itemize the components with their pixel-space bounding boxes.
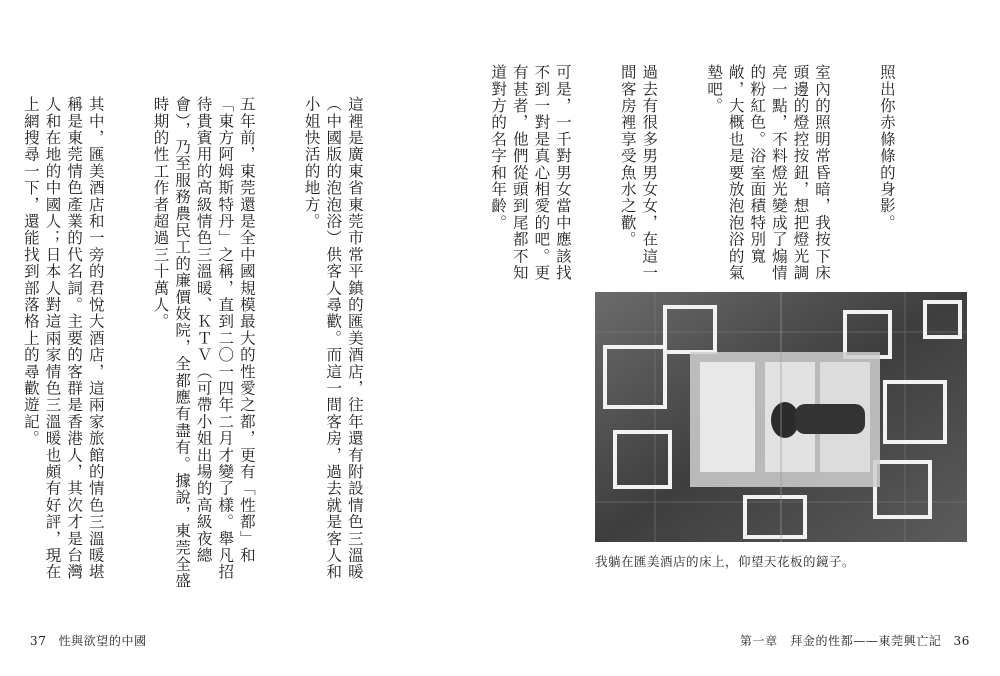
running-title: 第一章 拜金的性都——東莞興亡記 — [739, 634, 942, 648]
right-page — [489, 0, 1000, 676]
paragraph: 可是，一千對男女當中應該找不到一對是真心相愛的吧。更有甚者，他們從頭到尾都不知道對方的名字和年齡。 — [489, 64, 572, 282]
paragraph: 其中，匯美酒店和一旁的君悅大酒店，這兩家旅館的情色三溫暖堪稱是東莞情色產業的代名詞。主要的客群是香港人，其次才是台灣人和在地的中國人；日本人對這兩家情色三溫暖也頗有好評，現在上網搜尋一下，還能找到部落格上的尋歡遊記。 — [21, 96, 105, 581]
page-number: 36 — [953, 634, 970, 648]
paragraph: 這裡是廣東省東莞市常平鎮的匯美酒店，往年還有附設情色三溫暖（中國版的泡泡浴）供客人尋歡。而這一間客房，過去就是客人和小姐快活的地方。 — [302, 96, 364, 581]
left-folio — [30, 632, 147, 649]
running-title: 性與欲望的中國 — [58, 634, 147, 648]
page-number: 37 — [30, 634, 47, 648]
paragraph: 過去有很多男男女女，在這一間客房裡享受魚水之歡。 — [618, 64, 659, 282]
paragraph: 五年前，東莞還是全中國規模最大的性愛之都，更有「性都」和「東方阿姆斯特丹」之稱，直到二〇一四年二月才變了樣。舉凡招待貴賓用的高級情色三溫暖、ＫＴＶ（可帶小姐出場的高級夜總會），乃至服務農民工的廉價妓院，全都應有盡有。據說，東莞全盛時期的性工作者超過三十萬人。 — [151, 96, 256, 590]
photo-caption: 我躺在匯美酒店的床上，仰望天花板的鏡子。 — [595, 554, 856, 569]
hotel-ceiling-mirror-photo — [595, 292, 967, 542]
paragraph: 室內的照明常昏暗，我按下床頭邊的燈控按鈕，想把燈光調亮一點，不料燈光變成了煽情的粉紅色。浴室面積特別寬敞，大概也是要放泡泡浴的氣墊吧。 — [705, 64, 832, 282]
photo-illustration — [595, 292, 967, 542]
left-page-body — [21, 96, 408, 590]
paragraph: 照出你赤條條的身影。 — [877, 64, 896, 231]
right-folio — [740, 632, 970, 649]
right-page-body — [489, 64, 940, 292]
